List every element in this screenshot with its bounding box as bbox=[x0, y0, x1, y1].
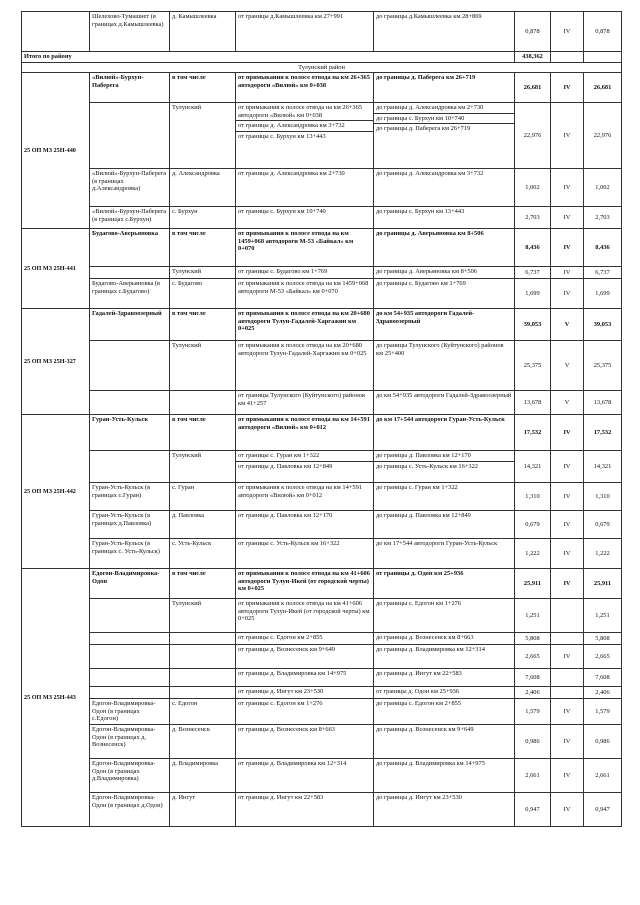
road-code-cell: 25 ОП МЗ 25Н-443 bbox=[22, 569, 90, 827]
to-cell: до границы д.Камышлеевка км 28+869 bbox=[374, 12, 515, 52]
total-cell: 25,375 bbox=[584, 341, 622, 391]
from-cell bbox=[236, 267, 374, 279]
from-cell bbox=[236, 687, 374, 699]
category-cell: IV bbox=[551, 725, 584, 759]
category-cell: IV bbox=[551, 169, 584, 207]
from-cell bbox=[236, 415, 374, 451]
table-row bbox=[22, 73, 622, 103]
category-cell: V bbox=[551, 391, 584, 415]
to-text: до границы с. Едогон км 1+276 bbox=[376, 600, 462, 608]
category-cell bbox=[551, 687, 584, 699]
to-text: до границы д. Александровка км 3+732 bbox=[376, 170, 484, 178]
to-cell bbox=[374, 207, 515, 229]
total-cell: 1,222 bbox=[584, 539, 622, 569]
locality-cell: д. Вознесенск bbox=[170, 725, 236, 759]
from-text: от примыкания к полосе отвода на км 1459+068 автодороги М-53 «Байкал» км 0+070 bbox=[238, 230, 354, 253]
to-text: до км 17+544 автодороги Гуран-Усть-Кульск bbox=[376, 416, 505, 424]
empty-cell bbox=[584, 52, 622, 63]
to-cell bbox=[374, 169, 515, 207]
to-cell bbox=[374, 341, 515, 391]
from-text: от границы с. Бурхун км 13+443 bbox=[236, 131, 373, 141]
length-cell: 13,678 bbox=[515, 391, 551, 415]
total-cell: 1,699 bbox=[584, 279, 622, 309]
road-name-cell: Гуран-Усть-Кульск (в границах с.Гуран) bbox=[90, 483, 170, 511]
road-code-cell bbox=[22, 12, 90, 52]
road-name-cell: «Вилюй»-Бурхун-Паберега (в границах д.Александровка) bbox=[90, 169, 170, 207]
table-row bbox=[22, 207, 622, 229]
road-name-cell: Едогон-Владимировка-Одон (в границах с.Едогон) bbox=[90, 699, 170, 725]
to-cell bbox=[374, 511, 515, 539]
to-cell bbox=[374, 793, 515, 827]
from-cell bbox=[236, 793, 374, 827]
road-name-cell: Будагово-Аверьяновка (в границах с.Будагово) bbox=[90, 279, 170, 309]
length-cell: 17,532 bbox=[515, 415, 551, 451]
total-cell: 7,608 bbox=[584, 669, 622, 687]
from-text: от границы с. Усть-Кульск км 16+322 bbox=[238, 540, 340, 548]
from-text: от границы Тулунского (Куйтунского) районов км 41+257 bbox=[238, 392, 365, 407]
total-cell: 39,053 bbox=[584, 309, 622, 341]
locality-cell: д. Владимировка bbox=[170, 759, 236, 793]
length-cell: 2,665 bbox=[515, 645, 551, 669]
total-cell: 1,310 bbox=[584, 483, 622, 511]
locality-cell: с. Будагово bbox=[170, 279, 236, 309]
from-cell bbox=[236, 309, 374, 341]
category-cell: IV bbox=[551, 279, 584, 309]
road-name-cell bbox=[90, 341, 170, 391]
road-name-cell: Едогон-Владимировка-Одон (в границах д.Владимировка) bbox=[90, 759, 170, 793]
category-cell: IV bbox=[551, 699, 584, 725]
from-text: от границы д. Павловка км 12+849 bbox=[236, 461, 373, 471]
locality-cell: д. Александровка bbox=[170, 169, 236, 207]
length-cell: 0,986 bbox=[515, 725, 551, 759]
total-cell: 22,976 bbox=[584, 103, 622, 169]
road-register-table bbox=[21, 11, 622, 827]
to-text: до границы д. Александровка км 2+730 bbox=[376, 104, 484, 112]
total-cell: 2,406 bbox=[584, 687, 622, 699]
table-row bbox=[22, 391, 622, 415]
to-text: до границы д. Аверьяновка км 8+506 bbox=[376, 230, 484, 238]
from-text: от границы д. Вознесенск км 8+663 bbox=[238, 726, 335, 734]
from-text: от границы с. Едогон км 1+276 bbox=[238, 700, 323, 708]
from-text: от границы д. Александровка км 2+730 bbox=[238, 170, 345, 178]
total-cell: 6,737 bbox=[584, 267, 622, 279]
locality-cell: Тулунский bbox=[170, 267, 236, 279]
to-text: до границы д. Паберега км 26+719 bbox=[376, 74, 476, 82]
to-text: от границы д. Одон км 25+936 bbox=[376, 688, 460, 696]
road-name-cell bbox=[90, 687, 170, 699]
to-cell bbox=[374, 229, 515, 267]
to-text: до границы с. Усть-Кульск км 16+322 bbox=[374, 461, 514, 471]
total-cell: 0,679 bbox=[584, 511, 622, 539]
length-cell: 1,579 bbox=[515, 699, 551, 725]
category-cell: IV bbox=[551, 229, 584, 267]
length-cell: 14,321 bbox=[515, 451, 551, 483]
category-cell: IV bbox=[551, 12, 584, 52]
to-text: до границы с. Бурхун км 10+740 bbox=[374, 113, 514, 123]
road-name-cell: Гуран-Усть-Кульск (в границах д.Павловка) bbox=[90, 511, 170, 539]
category-cell: IV bbox=[551, 451, 584, 483]
total-cell: 2,665 bbox=[584, 645, 622, 669]
length-cell: 6,737 bbox=[515, 267, 551, 279]
from-text: от границы д. Вознесенск км 9+649 bbox=[238, 646, 335, 654]
to-cell bbox=[374, 569, 515, 599]
from-text: от границы д. Ингут км 23+530 bbox=[238, 688, 324, 696]
table-row bbox=[22, 229, 622, 267]
to-cell bbox=[374, 73, 515, 103]
from-cell bbox=[236, 483, 374, 511]
locality-cell: в том числе bbox=[170, 569, 236, 599]
to-text: до границы с. Будагово км 1+769 bbox=[376, 280, 466, 288]
to-cell bbox=[374, 669, 515, 687]
table-row bbox=[22, 793, 622, 827]
from-text: от границы д. Павловка км 12+170 bbox=[238, 512, 333, 520]
locality-cell: Тулунский bbox=[170, 599, 236, 633]
total-cell: 0,986 bbox=[584, 725, 622, 759]
to-text: до границы с. Едогон км 2+855 bbox=[376, 700, 462, 708]
from-text: от примыкания к полосе отвода на км 26+365 автодороги «Вилюй» км 0+038 bbox=[238, 104, 362, 119]
table-row bbox=[22, 511, 622, 539]
from-text: от границы д. Александровка км 3+732 bbox=[236, 120, 373, 130]
from-cell bbox=[236, 229, 374, 267]
from-cell bbox=[236, 599, 374, 633]
table-row bbox=[22, 309, 622, 341]
road-code-cell: 25 ОП МЗ 25Н-440 bbox=[22, 73, 90, 229]
road-name-cell bbox=[90, 599, 170, 633]
from-cell bbox=[236, 73, 374, 103]
to-text: до границы д. Павловка км 12+170 bbox=[376, 452, 471, 460]
district-title: Тулунский район bbox=[22, 62, 622, 73]
category-cell: IV bbox=[551, 645, 584, 669]
road-name-cell bbox=[90, 103, 170, 169]
locality-cell bbox=[170, 633, 236, 645]
total-cell: 0,878 bbox=[584, 12, 622, 52]
length-cell: 1,002 bbox=[515, 169, 551, 207]
to-cell bbox=[374, 483, 515, 511]
length-cell: 39,053 bbox=[515, 309, 551, 341]
table-row bbox=[22, 669, 622, 687]
table-body bbox=[22, 12, 622, 827]
road-name-cell bbox=[90, 267, 170, 279]
road-name-cell: Едогон-Владимировка-Одон bbox=[90, 569, 170, 599]
length-cell: 25,375 bbox=[515, 341, 551, 391]
table-row bbox=[22, 725, 622, 759]
road-code-cell: 25 ОП МЗ 25Н-441 bbox=[22, 229, 90, 309]
length-cell: 2,661 bbox=[515, 759, 551, 793]
total-cell: 1,579 bbox=[584, 699, 622, 725]
road-name-cell: «Вилюй»-Бурхун-Паберега bbox=[90, 73, 170, 103]
category-cell: IV bbox=[551, 73, 584, 103]
to-text: до км 54+935 автодороги Гадалей-Здравоозерный bbox=[376, 310, 475, 325]
road-name-cell: Едогон-Владимировка-Одон (в границах д. Вознесенск) bbox=[90, 725, 170, 759]
locality-cell: д. Камышлеевка bbox=[170, 12, 236, 52]
from-cell bbox=[236, 391, 374, 415]
table-row bbox=[22, 341, 622, 391]
from-cell bbox=[236, 451, 374, 483]
to-text: до границы Тулунского (Куйтунского) районов км 25+400 bbox=[376, 342, 504, 357]
from-text: от примыкания к полосе отвода на км 41+606 автодороги Тулун-Икей (от городской черты) км 0+025 bbox=[238, 600, 370, 623]
locality-cell: Тулунский bbox=[170, 103, 236, 169]
road-name-cell bbox=[90, 669, 170, 687]
locality-cell: с. Усть-Кульск bbox=[170, 539, 236, 569]
to-text: до границы д. Павловка км 12+849 bbox=[376, 512, 471, 520]
road-name-cell: Шелехово-Тумашнет (в границах д.Камышлеевка) bbox=[90, 12, 170, 52]
locality-cell: с. Гуран bbox=[170, 483, 236, 511]
from-text: от примыкания к полосе отвода на км 26+365 автодороги «Вилюй» км 0+038 bbox=[238, 74, 370, 89]
total-row bbox=[22, 52, 622, 63]
total-cell: 5,808 bbox=[584, 633, 622, 645]
to-text: до границы д. Аверьяновка км 8+506 bbox=[376, 268, 477, 276]
locality-cell: Тулунский bbox=[170, 451, 236, 483]
from-cell bbox=[236, 539, 374, 569]
table-row bbox=[22, 759, 622, 793]
length-cell: 8,436 bbox=[515, 229, 551, 267]
to-cell bbox=[374, 309, 515, 341]
table-row bbox=[22, 267, 622, 279]
from-cell bbox=[236, 759, 374, 793]
locality-cell bbox=[170, 669, 236, 687]
to-cell bbox=[374, 415, 515, 451]
to-text: до границы с. Бурхун км 13+443 bbox=[376, 208, 465, 216]
from-text: от границы д. Владимировка км 12+314 bbox=[238, 760, 347, 768]
to-text: до границы д. Паберега км 26+719 bbox=[374, 123, 514, 133]
table-row bbox=[22, 645, 622, 669]
total-cell: 1,002 bbox=[584, 169, 622, 207]
road-name-cell bbox=[90, 645, 170, 669]
to-cell bbox=[374, 699, 515, 725]
length-cell: 1,699 bbox=[515, 279, 551, 309]
to-cell bbox=[374, 633, 515, 645]
length-cell: 22,976 bbox=[515, 103, 551, 169]
road-code-cell: 25 ОП МЗ 25Н-327 bbox=[22, 309, 90, 415]
table-row bbox=[22, 103, 622, 169]
total-cell: 2,703 bbox=[584, 207, 622, 229]
road-name-cell: Гуран-Усть-Кульск bbox=[90, 415, 170, 451]
length-cell: 2,406 bbox=[515, 687, 551, 699]
category-cell: IV bbox=[551, 415, 584, 451]
road-name-cell bbox=[90, 633, 170, 645]
table-row bbox=[22, 599, 622, 633]
from-cell bbox=[236, 341, 374, 391]
table-row bbox=[22, 539, 622, 569]
from-text: от границы с. Едогон км 2+855 bbox=[238, 634, 323, 642]
locality-cell bbox=[170, 645, 236, 669]
category-cell bbox=[551, 669, 584, 687]
to-text: до км 54+935 автодороги Гадалей-Здравоозерный bbox=[376, 392, 512, 400]
from-text: от примыкания к полосе отвода на км 20+680 автодороги Тулун-Гадалей-Харгажин км 0+025 bbox=[238, 342, 367, 357]
length-cell: 7,608 bbox=[515, 669, 551, 687]
road-name-cell: «Вилюй»-Бурхун-Паберега (в границах с.Бурхун) bbox=[90, 207, 170, 229]
road-name-cell: Гуран-Усть-Кульск (в границах с. Усть-Кульск) bbox=[90, 539, 170, 569]
total-cell: 13,678 bbox=[584, 391, 622, 415]
locality-cell: в том числе bbox=[170, 229, 236, 267]
to-text: до границы д. Вознесенск км 9+649 bbox=[376, 726, 474, 734]
category-cell: IV bbox=[551, 539, 584, 569]
from-cell bbox=[236, 279, 374, 309]
category-cell: V bbox=[551, 309, 584, 341]
length-cell: 26,681 bbox=[515, 73, 551, 103]
length-cell: 1,222 bbox=[515, 539, 551, 569]
from-text: от границы д. Ингут км 22+583 bbox=[238, 794, 324, 802]
road-name-cell bbox=[90, 451, 170, 483]
length-cell: 2,703 bbox=[515, 207, 551, 229]
total-cell: 25,911 bbox=[584, 569, 622, 599]
to-cell bbox=[374, 599, 515, 633]
from-cell bbox=[236, 645, 374, 669]
to-text: до км 17+544 автодороги Гуран-Усть-Кульск bbox=[376, 540, 498, 548]
to-text: до границы д. Вознесенск км 8+663 bbox=[376, 634, 474, 642]
road-name-cell: Едогон-Владимировка-Одон (в границах д.Одон) bbox=[90, 793, 170, 827]
to-cell bbox=[374, 759, 515, 793]
to-cell bbox=[374, 103, 515, 169]
length-cell: 0,878 bbox=[515, 12, 551, 52]
from-cell bbox=[236, 511, 374, 539]
from-cell: от границы д.Камышлеевка км 27+991 bbox=[236, 12, 374, 52]
to-cell bbox=[374, 267, 515, 279]
category-cell: IV bbox=[551, 207, 584, 229]
from-cell bbox=[236, 207, 374, 229]
total-value: 438,362 bbox=[515, 52, 551, 63]
from-text: от примыкания к полосе отвода на км 1459+068 автодороги М-53 «Байкал» км 0+070 bbox=[238, 280, 369, 295]
length-cell: 0,679 bbox=[515, 511, 551, 539]
to-text: до границы д. Ингут км 22+583 bbox=[376, 670, 462, 678]
to-text: до границы д. Владимировка км 14+975 bbox=[376, 760, 485, 768]
from-cell bbox=[236, 633, 374, 645]
total-cell: 0,947 bbox=[584, 793, 622, 827]
from-cell bbox=[236, 569, 374, 599]
locality-cell: с. Едогон bbox=[170, 699, 236, 725]
road-register-sheet bbox=[21, 11, 621, 827]
table-row bbox=[22, 451, 622, 483]
from-text: от границы с. Бурхун км 10+740 bbox=[238, 208, 326, 216]
table-row bbox=[22, 12, 622, 52]
category-cell bbox=[551, 599, 584, 633]
locality-cell bbox=[170, 391, 236, 415]
from-cell bbox=[236, 669, 374, 687]
from-text: от примыкания к полосе отвода на км 41+606 автодороги Тулун-Икей (от городской черты) км 0+025 bbox=[238, 570, 370, 593]
table-row bbox=[22, 569, 622, 599]
table-row bbox=[22, 169, 622, 207]
locality-cell: в том числе bbox=[170, 415, 236, 451]
length-cell: 1,310 bbox=[515, 483, 551, 511]
locality-cell: Тулунский bbox=[170, 341, 236, 391]
category-cell: V bbox=[551, 341, 584, 391]
category-cell bbox=[551, 633, 584, 645]
category-cell: IV bbox=[551, 103, 584, 169]
length-cell: 1,251 bbox=[515, 599, 551, 633]
category-cell: IV bbox=[551, 267, 584, 279]
to-text: до границы д. Ингут км 23+530 bbox=[376, 794, 462, 802]
to-cell bbox=[374, 451, 515, 483]
category-cell: IV bbox=[551, 793, 584, 827]
road-code-cell: 25 ОП МЗ 25Н-442 bbox=[22, 415, 90, 569]
table-row bbox=[22, 483, 622, 511]
table-row bbox=[22, 687, 622, 699]
to-cell bbox=[374, 645, 515, 669]
road-name-cell: Гадалей-Здравоозерный bbox=[90, 309, 170, 341]
locality-cell: с. Бурхун bbox=[170, 207, 236, 229]
total-cell: 1,251 bbox=[584, 599, 622, 633]
locality-cell: в том числе bbox=[170, 309, 236, 341]
from-text: от границы с. Гуран км 1+322 bbox=[238, 452, 320, 460]
from-text: от границы с. Будагово км 1+769 bbox=[238, 268, 328, 276]
to-text: до границы д. Владимировка км 12+314 bbox=[376, 646, 485, 654]
locality-cell bbox=[170, 687, 236, 699]
from-cell bbox=[236, 103, 374, 169]
from-text: от примыкания к полосе отвода на км 14+591 автодороги «Вилюй» км 0+012 bbox=[238, 416, 370, 431]
from-cell bbox=[236, 725, 374, 759]
length-cell: 25,911 bbox=[515, 569, 551, 599]
total-cell: 2,661 bbox=[584, 759, 622, 793]
table-row bbox=[22, 633, 622, 645]
to-text: до границы с. Гуран км 1+322 bbox=[376, 484, 458, 492]
district-row bbox=[22, 62, 622, 73]
locality-cell: д. Ингут bbox=[170, 793, 236, 827]
to-cell bbox=[374, 687, 515, 699]
road-name-cell bbox=[90, 391, 170, 415]
to-cell bbox=[374, 279, 515, 309]
empty-cell bbox=[551, 52, 584, 63]
table-row bbox=[22, 415, 622, 451]
to-cell bbox=[374, 725, 515, 759]
total-cell: 14,321 bbox=[584, 451, 622, 483]
from-text: от примыкания к полосе отвода на км 14+591 автодороги «Вилюй» км 0+012 bbox=[238, 484, 362, 499]
total-cell: 26,681 bbox=[584, 73, 622, 103]
to-cell bbox=[374, 391, 515, 415]
length-cell: 0,947 bbox=[515, 793, 551, 827]
length-cell: 5,808 bbox=[515, 633, 551, 645]
category-cell: IV bbox=[551, 569, 584, 599]
to-text: от границы д. Одон км 25+936 bbox=[376, 570, 464, 578]
road-name-cell: Будагово-Аверьяновка bbox=[90, 229, 170, 267]
from-text: от границы д. Владимировка км 14+975 bbox=[238, 670, 347, 678]
from-cell bbox=[236, 169, 374, 207]
category-cell: IV bbox=[551, 483, 584, 511]
table-row bbox=[22, 699, 622, 725]
locality-cell: д. Павловка bbox=[170, 511, 236, 539]
table-row bbox=[22, 279, 622, 309]
to-cell bbox=[374, 539, 515, 569]
locality-cell: в том числе bbox=[170, 73, 236, 103]
total-cell: 8,436 bbox=[584, 229, 622, 267]
from-cell bbox=[236, 699, 374, 725]
category-cell: IV bbox=[551, 759, 584, 793]
category-cell: IV bbox=[551, 511, 584, 539]
total-label: Итого по району bbox=[22, 52, 515, 63]
from-text: от примыкания к полосе отвода на км 20+680 автодороги Тулун-Гадалей-Харгажин км 0+025 bbox=[238, 310, 370, 333]
total-cell: 17,532 bbox=[584, 415, 622, 451]
